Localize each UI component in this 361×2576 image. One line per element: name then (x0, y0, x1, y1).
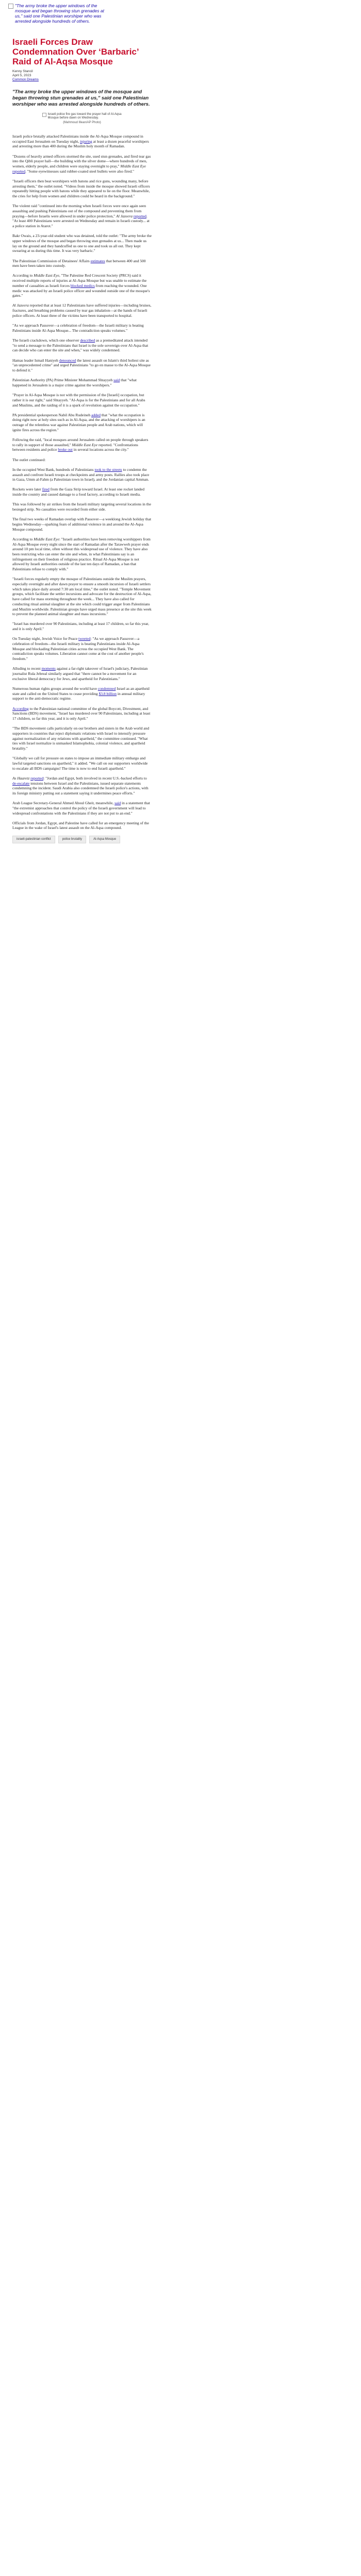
paragraph: "Israeli forces regularly empty the mosque of Palestinians outside the Muslim prayers, especially overnight and after dawn prayer to ensure a smooth incursion of Israeli settlers which takes place daily around 7:30 am local time," the outlet noted. "Temple Movement groups, which facilitate the settler incursions and advocate for the destruction of Al-Aqsa, have called for mass storming throughout the week... They have also called for conducting ritual animal slaughter at the site which could trigger anger from Palestinians and Muslim worldwide. Palestinian groups have urged mass presence at the site this week to prevent the planned animal slaughter and mass incursions." (12, 577, 152, 617)
inline-link[interactable]: condemned (97, 686, 116, 691)
paragraph: "Dozens of heavily armed officers stormed the site, used stun grenades, and fired tear gas into the Qibli prayer hall—the building with the silver dome—where hundreds of men, women, elderly people, and children were staying overnight to pray," Middle East Eye reported. "Some eyewitnesses said rubber-coated steel bullets were also fired." (12, 154, 151, 174)
paragraph: "Israeli officers then beat worshipers with batons and rice guns, wounding many, before arresting them," the outlet noted. "Videos from inside the mosque showed Israeli officers repeatedly hitting people with batons while they appeared to lie on the floor. Meanwhile, the cries for help from women and children could be heard in the background." (12, 178, 150, 199)
inline-link[interactable]: moments (41, 666, 56, 671)
paragraph: Officials from Jordan, Egypt, and Palestine have called for an emergency meeting of the League in the wake of Israel's latest assault on the Al-Aqsa compound. (12, 820, 149, 831)
byline (12, 70, 152, 82)
inline-link[interactable]: estimates (90, 258, 105, 263)
inline-link[interactable]: took to the streets (94, 467, 122, 472)
publication-name: Middle East Eye (120, 164, 146, 169)
inline-link[interactable]: reported (30, 775, 44, 781)
author: Kenny Stancil (12, 70, 33, 73)
tag-link[interactable]: Al-Aqsa Mosque (89, 836, 120, 843)
tag-list (12, 836, 152, 843)
paragraph: "Globally we call for pressure on states to impose an immediate military embargo and lawful targeted sanctions on apartheid," it added. "We call on our supporters worldwide to escalate all BDS campaigns! The time is now to end Israeli apartheid." (12, 756, 148, 771)
paragraph: PA presidential spokesperson Nabil Abu Rudeineh added that "what the occupation is doing right now at holy sites such as in Al-Aqsa, and the attacking of worshipers is an outrage of the relentless war against Palestinian people and Arab nations, which will ignite fires across the region." (12, 412, 145, 432)
inline-link[interactable]: said (114, 801, 121, 806)
paragraph: Arab League Secretary-General Ahmed Aboul Gheit, meanwhile, said in a statement that "the extremist approaches that control the policy of the Israeli government will lead to widespread confrontations with the Palestinians if they are not put to an end." (12, 801, 150, 816)
inline-link[interactable]: blocked medics (70, 283, 95, 288)
paragraph: According to Middle East Eye, "The Palestine Red Crescent Society (PRCS) said it received multiple reports of injuries at Al-Aqsa Mosque but was unable to estimate the number of casualties as Israeli forces blocked medics from reaching the wounded. One medic was attacked by an Israeli police officer and wounded outside one of the mosque's gates." (12, 273, 150, 298)
inline-link[interactable]: $3.8 billion (99, 691, 117, 696)
inline-link[interactable]: described (80, 338, 95, 343)
inline-link[interactable]: de-escalate (12, 781, 30, 786)
figure-alt-text: Israeli police fire gas toward the prayer hall of Al-Aqsa Mosque before dawn on Wednesday. (47, 113, 122, 120)
paragraph: The final two weeks of Ramadan overlap with Passover—a weeklong Jewish holiday that begins Wednesday—sparking fears of additional violence in and around the Al-Aqsa Mosque compound. (12, 517, 152, 532)
inline-link[interactable]: According (12, 706, 29, 711)
paragraph: According to Middle East Eye: "Israeli authorities have been removing worshippers from Al-Aqsa Mosque every night since the start of Ramadan after the Tarawweh prayer ends around 10 pm local time, often without this widespread use of violence. They have also been restricting who can enter the site and when, in what Palestinians say is an infringement on their freedom of religious practice. Ritual Al-Aqsa Mosque is not allowed by Israeli authorities outside of the last ten days of Ramadan, a ban that Palestinians refuse to comply with." (12, 536, 151, 572)
inline-link[interactable]: fired (42, 487, 50, 492)
source-link[interactable]: Common Dreams (12, 78, 39, 81)
pull-quote: "The army broke the upper windows of the mosque and began throwing stun grenades at us," said one Palestinian worshiper who was arrested alongside hundreds of others. (12, 89, 150, 107)
inline-link[interactable]: denounced (59, 358, 76, 363)
paragraph: Israeli police brutally attacked Palestinians inside the Al-Aqsa Mosque compound in occupied East Jerusalem on Tuesday night, injuring at least a dozen peaceful worshipers and arresting more than 400 during the Muslim holy month of Ramadan. (12, 134, 149, 149)
paragraph: "The BDS movement calls particularly on our brothers and sisters in the Arab world and supporters in countries that reject diplomatic relations with Israel to intensify pressure against normalization of any relations with apartheid," the committee continued. "What ties with Israel normalize is unmasked Islamophobia, colonial violence, and apartheid brutality." (12, 726, 150, 751)
paragraph: The violent raid "continued into the morning when Israeli forces were once again seen assaulting and pushing Palestinians out of the compound and preventing them from praying—before Israelis were allowed in under police protection," Al Jazeera reported. "At least 400 Palestinians were arrested on Wednesday and remain in Israeli custody... at a police station in Atarot." (12, 204, 150, 229)
paragraph: "As we approach Passover—a celebration of freedom—the Israeli military is beating Palestinians inside Al-Aqsa Mosque... The contradiction speaks volumes." (12, 323, 144, 333)
publication-name: Middle East Eye (72, 442, 98, 447)
inline-link[interactable]: reported (12, 168, 25, 174)
paragraph: Alluding to recent moments against a far-right takeover of Israel's judiciary, Palestinian journalist Rula Jebreal similarly argued that "there cannot be a movement for an exclusive liberal democracy for Jews, and apartheid for Palestinians." (12, 666, 148, 681)
article-figure (42, 113, 122, 125)
broken-image-icon (42, 113, 46, 117)
inline-link[interactable]: broke out (58, 447, 73, 452)
inline-link[interactable]: tweeted (78, 636, 91, 641)
paragraph: The Israeli crackdown, which one observer described as a premeditated attack intended "to send a message to the Palestinians that Israel is the sole sovereign over Al-Aqsa that can decide who can enter the site and when," was widely condemned. (12, 338, 149, 353)
paragraph: Rockets were later fired from the Gaza Strip toward Israel. At least one rocket landed inside the country and caused damage to a food factory, according to Israeli media. (12, 487, 144, 497)
inline-link[interactable]: said (113, 378, 120, 383)
top-image-alt-text: "The army broke the upper windows of the mosque and began throwing stun grenades at us," said one Palestinian worshiper who was arrested alongside hundreds of others. (15, 3, 104, 24)
paragraph: Palestinian Authority (PA) Prime Minister Mohammad Shtayyeh said that "what happened in Jerusalem is a major crime against the worshipers." (12, 378, 137, 387)
paragraph: "Israel has murdered over 90 Palestinians, including at least 17 children, so far this year, and it is only April." (12, 621, 149, 632)
publication-name: Middle East Eye (34, 536, 59, 541)
paragraph: Bakr Owais, a 23-year-old student who was detained, told the outlet: "The army broke the upper windows of the mosque and began throwing stun grenades at us... Then made us lay on the ground and they handcuffed us one to one and took us all out. They kept swearing at us during this time. It was very barbaric." (12, 233, 152, 253)
broken-image-icon (8, 4, 13, 9)
top-image-broken (8, 3, 111, 24)
paragraph: Following the raid, "local mosques around Jerusalem called on people through speakers to rally in support of those assaulted," Middle East Eye reported. "Confrontations between residents and police broke out in several locations across the city." (12, 437, 149, 452)
tag-link[interactable]: israeli-palestinian conflict (12, 836, 55, 843)
paragraph: This was followed by air strikes from the Israeli military targeting several locations in the besieged strip. No casualties were recorded from either side. (12, 502, 151, 512)
paragraph: Numerous human rights groups around the world have condemned Israel as an apartheid state and called on the United States to cease providing $3.8 billion in annual military support to the anti-democratic regime. (12, 686, 150, 701)
paragraph: Al Jazeera reported that at least 12 Palestinians have suffered injuries—including bruises, fractures, and breathing problems caused by tear gas inhalation—at the hands of Israeli police officers. At least three of the victims have been transported to hospital. (12, 303, 152, 318)
paragraph: Hamas leader Ismail Haniyeh denounced the latest assault on Islam's third holiest site as "an unprecedented crime" and urged Palestinians "to go en masse to the Al-Aqsa Mosque to defend it." (12, 358, 151, 373)
paragraph: "Prayer in Al-Aqsa Mosque is not with the permission of the [Israeli] occupation, but rather it is our right," said Shtayyeh. "Al-Aqsa is for the Palestinians and for all Arabs and Muslims, and the raiding of it is a spark of revolution against the occupation." (12, 393, 145, 408)
paragraph: According to the Palestinian national committee of the global Boycott, Divestment, and Sanctions (BDS) movement, "Israel has murdered over 90 Palestinians, including at least 17 children, so far this year, and it is only April." (12, 706, 151, 721)
publication-name: As Haaretz (12, 775, 30, 781)
inline-link[interactable]: added (91, 412, 101, 417)
publish-date: April 5, 2023 (12, 74, 31, 77)
paragraph: On Tuesday night, Jewish Voice for Peace tweeted: "As we approach Passover—a celebration of freedom—the Israeli military is beating Palestinians inside Al-Aqsa Mosque and blockading Palestinian cities across the occupied West Bank. The contradiction speaks volumes. Liberation cannot come at the cost of another people's freedom." (12, 636, 144, 662)
paragraph: As Haaretz reported: "Jordan and Egypt, both involved in recent U.S.-backed efforts to de-escalate tensions between Israel and the Palestinians, issued separate statements condemning the incident. Saudi Arabia also condemned the Israeli police's actions, with its foreign ministry putting out a statement saying it undermines peace efforts." (12, 775, 149, 795)
article (12, 37, 152, 843)
article-title: Israeli Forces Draw Condemnation Over ‘Barbaric’ Raid of Al-Aqsa Mosque (12, 37, 139, 66)
paragraph: The Palestinian Commission of Detainees' Affairs estimates that between 400 and 500 men have been taken into custody. (12, 258, 146, 268)
paragraph: The outlet continued: (12, 457, 46, 462)
tag-link[interactable]: police brutality (58, 836, 86, 843)
paragraph: In the occupied West Bank, hundreds of Palestinians took to the streets to condemn the assault and confront Israeli troops at checkpoints and army posts. Rallies also took place in Gaza, Umm al-Fahm (a Palestinian town in Israel), and the Jordanian capital Amman. (12, 467, 150, 482)
inline-link[interactable]: reported (133, 213, 146, 218)
publication-name: Al Jazeera (116, 213, 133, 218)
figure-caption: (Mahmoud Illean/AP Photo) (63, 121, 101, 124)
inline-link[interactable]: injuring (80, 139, 92, 144)
publication-name: Middle East Eye (34, 273, 59, 278)
article-body (12, 134, 152, 831)
figure-image (42, 113, 122, 120)
publication-name: Al Jazeera (12, 303, 29, 308)
page (0, 3, 361, 2576)
